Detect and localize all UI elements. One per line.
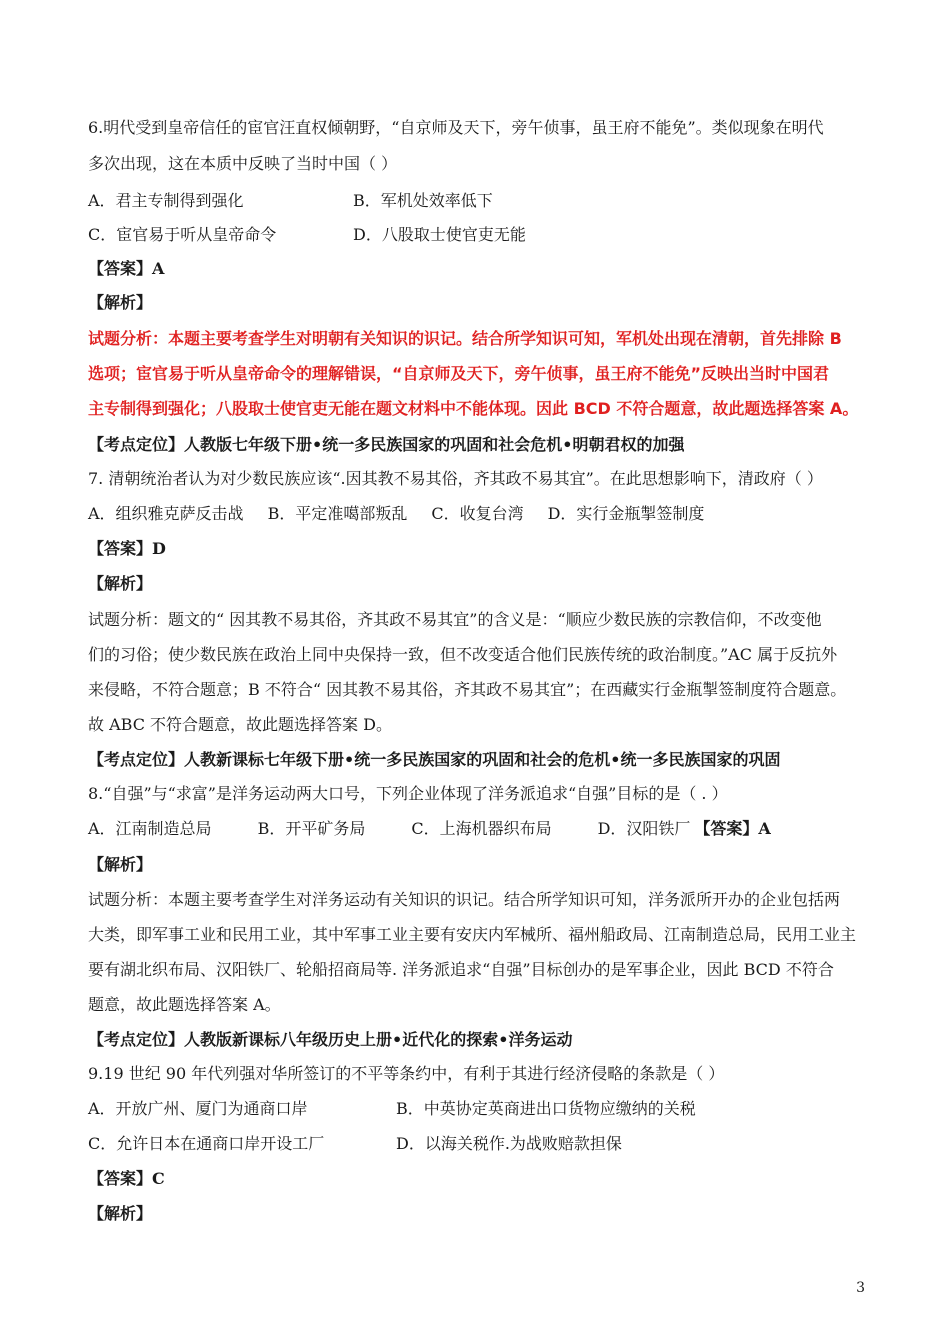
q9-stem: 9.19 世纪 90 年代列强对华所签订的不平等条约中，有利于其进行经济侵略的条款是（ ） [88,1064,725,1083]
q7-option-a: A．组织雅克萨反击战 [88,504,244,523]
q9-option-d: D．以海关税作.为战败赔款担保 [396,1134,622,1153]
q6-option-c: C．宦官易于听从皇帝命令 [88,225,277,244]
q6-option-a: A．君主专制得到强化 [88,191,244,210]
q8-kaodian: 【考点定位】人教版新课标八年级历史上册•近代化的探索•洋务运动 [88,1030,573,1049]
q8-analysis-line: 大类，即军事工业和民用工业，其中军事工业主要有安庆内军械所、福州船政局、江南制造总局，民用工业主 [88,925,857,944]
q6-analysis-line: 主专制得到强化；八股取士使官吏无能在题文材料中不能体现。因此 BCD 不符合题意，故此题选择答案 A。 [88,399,859,418]
q8-analysis-line: 试题分析：本题主要考查学生对洋务运动有关知识的识记。结合所学知识可知，洋务派所开办的企业包括两 [88,890,841,909]
q6-answer: 【答案】A [88,259,165,278]
q7-analysis-line: 来侵略，不符合题意；B 不符合“ 因其教不易其俗，齐其政不易其宜”；在西藏实行金瓶掣签制度符合题意。 [88,680,847,699]
q8-option-d: D．汉阳铁厂 [597,819,691,838]
q6-option-b: B．军机处效率低下 [353,191,493,210]
q9-answer: 【答案】C [88,1169,165,1188]
q6-analysis-label: 【解析】 [88,293,153,312]
q8-option-c: C．上海机器织布局 [411,819,552,838]
q8-analysis-label: 【解析】 [88,855,153,874]
q8-option-b: B．开平矿务局 [257,819,366,838]
q8-analysis-line: 要有湖北织布局、汉阳铁厂、轮船招商局等. 洋务派追求“自强”目标创办的是军事企业，因此 BCD 不符合 [88,960,834,979]
q6-options-row1 [88,191,878,211]
q7-option-b: B．平定准噶部叛乱 [267,504,408,523]
q8-stem: 8.“自强”与“求富”是洋务运动两大口号，下列企业体现了洋务派追求“自强”目标的是（ . ） [88,784,728,803]
q7-analysis-line: 试题分析：题文的“ 因其教不易其俗，齐其政不易其宜”的含义是：“顺应少数民族的宗教信仰，不改变他 [88,610,822,629]
q9-option-a: A．开放广州、厦门为通商口岸 [88,1099,308,1118]
q7-option-c: C．收复台湾 [431,504,524,523]
q6-option-d: D．八股取士使官吏无能 [353,225,526,244]
q7-answer: 【答案】D [88,539,166,558]
q8-answer: 【答案】A [694,819,771,838]
q9-options-row2 [88,1134,878,1154]
q6-options-row2 [88,225,878,245]
q8-options [88,819,878,839]
q6-stem-line1: 6.明代受到皇帝信任的宦官汪直权倾朝野，“自京师及天下，旁午侦事，虽王府不能免”。类似现象在明代 [88,118,824,137]
q6-analysis-line: 试题分析：本题主要考查学生对明朝有关知识的识记。结合所学知识可知，军机处出现在清朝，首先排除 B [88,329,842,348]
q8-option-a: A．江南制造总局 [88,819,212,838]
q7-kaodian: 【考点定位】人教新课标七年级下册•统一多民族国家的巩固和社会的危机•统一多民族国家的巩固 [88,750,781,769]
q7-analysis-line: 故 ABC 不符合题意，故此题选择答案 D。 [88,715,392,734]
q9-option-b: B．中英协定英商进出口货物应缴纳的关税 [396,1099,696,1118]
q7-option-d: D．实行金瓶掣签制度 [547,504,705,523]
q7-stem: 7. 清朝统治者认为对少数民族应该“.因其教不易其俗，齐其政不易其宜”。在此思想影响下，清政府（ ） [88,469,823,488]
q6-analysis-line: 选项；宦官易于听从皇帝命令的理解错误，“自京师及天下，旁午侦事，虽王府不能免”反映出当时中国君 [88,364,830,383]
q6-kaodian: 【考点定位】人教版七年级下册•统一多民族国家的巩固和社会危机•明朝君权的加强 [88,435,685,454]
page-number: 3 [856,1280,865,1296]
q9-analysis-label: 【解析】 [88,1204,153,1223]
q9-options-row1 [88,1099,878,1119]
document-page [88,108,878,1224]
q7-analysis-label: 【解析】 [88,574,153,593]
q9-option-c: C．允许日本在通商口岸开设工厂 [88,1134,325,1153]
q8-analysis-line: 题意，故此题选择答案 A。 [88,995,281,1014]
q7-options [88,504,878,524]
q6-stem-line2: 多次出现，这在本质中反映了当时中国（ ） [88,154,398,173]
q7-analysis-line: 们的习俗；使少数民族在政治上同中央保持一致，但不改变适合他们民族传统的政治制度。”AC 属于反抗外 [88,645,838,664]
